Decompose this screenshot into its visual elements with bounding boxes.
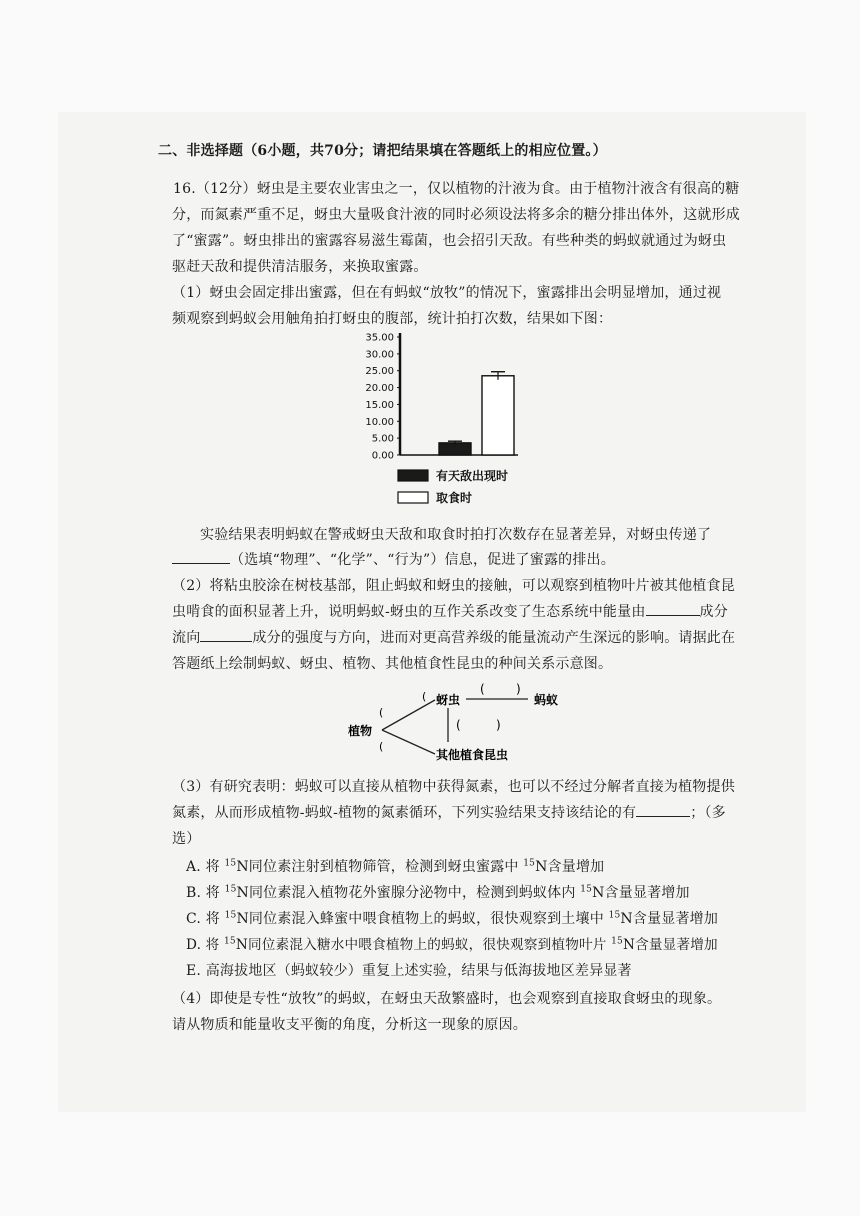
- part1-line-1: （1）蚜虫会固定排出蜜露，但在有蚂蚁“放牧”的情况下，蜜露排出会明显增加，通过视: [172, 285, 722, 301]
- option-b-post: N含量显著增加: [592, 885, 690, 901]
- y-tick-label: 5.00: [371, 433, 394, 445]
- bar-feeding: [482, 376, 514, 455]
- part3-line-2-suffix: ；（多: [690, 805, 726, 821]
- part3-line-2: [172, 804, 726, 822]
- diagram-other-insects-label: 其他植食昆虫: [436, 748, 509, 762]
- question-intro-line-3: 了“蜜露”。蚜虫排出的蜜露容易滋生霉菌，也会招引天敌。有些种类的蚂蚁就通过为蚜虫: [172, 233, 727, 249]
- plant-insects-line: [382, 730, 435, 754]
- answer-blank-energy-to[interactable]: [200, 629, 252, 642]
- option-d-pre: 将: [205, 937, 220, 953]
- intro-text-1: 蚜虫是主要农业害虫之一，仅以植物的汁液为食。由于植物汁液含有很高的糖: [256, 181, 740, 197]
- part3-line-2-prefix: 氮素，从而形成植物-蚂蚁-植物的氮素循环，下列实验结果支持该结论的有: [172, 805, 637, 821]
- y-tick-label: 35.00: [365, 332, 394, 344]
- y-tick-label: 0.00: [371, 450, 394, 462]
- diagram-paren-aphid-ant-open[interactable]: (: [480, 682, 485, 696]
- part1-line-2: 频观察到蚂蚁会用触角拍打蚜虫的腹部，统计拍打次数，结果如下图：: [172, 311, 613, 327]
- part2-line-2: [172, 603, 728, 621]
- option-b[interactable]: [186, 884, 690, 902]
- answer-blank-options[interactable]: [636, 804, 690, 817]
- y-tick-label: 25.00: [365, 366, 394, 378]
- option-d-label: D.: [186, 937, 202, 953]
- part1-result-line-1: 实验结果表明蚂蚁在警戒蚜虫天敌和取食时拍打次数存在显著差异，对蚜虫传递了: [200, 527, 712, 543]
- option-c-post: N含量显著增加: [620, 911, 719, 927]
- option-a[interactable]: [186, 858, 604, 876]
- option-d-isotope-sup-2: 15: [611, 936, 623, 947]
- option-b-mid: N同位素混入植物花外蜜腺分泌物中，检测到蚂蚁体内: [236, 885, 576, 901]
- diagram-paren-aphid-insects-close[interactable]: ): [496, 718, 501, 732]
- option-a-label: A.: [186, 859, 201, 875]
- option-b-label: B.: [186, 885, 202, 901]
- option-c-mid: N同位素混入蜂蜜中喂食植物上的蚂蚁，很快观察到土壤中: [236, 911, 604, 927]
- diagram-ant-label: 蚂蚁: [534, 693, 559, 707]
- species-relationship-diagram: [340, 680, 580, 762]
- option-c[interactable]: [186, 910, 718, 928]
- diagram-paren-aphid-insects-open[interactable]: (: [456, 718, 461, 732]
- option-c-isotope-sup-2: 15: [608, 910, 621, 921]
- part4-line-1: （4）即使是专性“放牧”的蚂蚁，在蚜虫天敌繁盛时，也会观察到直接取食蚜虫的现象。: [172, 991, 722, 1007]
- part2-line-2-prefix: 虫啃食的面积显著上升，说明蚂蚁-蚜虫的互作关系改变了生态系统中能量由: [172, 604, 646, 620]
- y-tick-label: 15.00: [365, 399, 394, 411]
- legend-swatch-feeding: [398, 492, 428, 503]
- diagram-aphid-label: 蚜虫: [436, 693, 461, 707]
- question-number: 16.（12分）: [173, 181, 257, 197]
- option-a-mid: N同位素注射到植物筛管，检测到蚜虫蜜露中: [236, 859, 519, 875]
- option-a-post: N含量增加: [535, 859, 605, 875]
- option-c-isotope-sup-1: 15: [224, 910, 237, 921]
- option-d-mid: N同位素混入糖水中喂食植物上的蚂蚁，很快观察到植物叶片: [235, 937, 607, 953]
- bar-natural-enemy: [439, 443, 471, 455]
- option-a-isotope-sup-2: 15: [523, 858, 536, 869]
- option-e[interactable]: [186, 962, 632, 980]
- y-tick-label: 20.00: [365, 383, 394, 395]
- part2-line-3: [172, 629, 735, 647]
- option-c-pre: 将: [205, 911, 220, 927]
- part1-result-line-2: [172, 551, 615, 569]
- diagram-paren-plant-upper: (: [379, 706, 384, 719]
- option-d-isotope-sup-1: 15: [224, 936, 236, 947]
- legend-swatch-natural-enemy: [398, 470, 428, 481]
- question-intro-line-2: 分，而氮素严重不足，蚜虫大量吸食汁液的同时必须设法将多余的糖分排出体外，这就形成: [172, 207, 740, 223]
- y-tick-label: 30.00: [365, 349, 394, 361]
- option-a-isotope-sup-1: 15: [224, 858, 237, 869]
- section-header: 二、非选择题（6小题，共70分；请把结果填在答题纸上的相应位置。）: [158, 143, 607, 159]
- part2-line-4: 答题纸上绘制蚂蚁、蚜虫、植物、其他植食性昆虫的种间关系示意图。: [172, 656, 613, 672]
- diagram-paren-plant-aphid: (: [422, 690, 427, 703]
- option-d-post: N含量显著增加: [622, 937, 718, 953]
- diagram-paren-plant-lower: (: [379, 740, 384, 753]
- part3-line-1: （3）有研究表明：蚂蚁可以直接从植物中获得氮素，也可以不经过分解者直接为植物提供: [172, 779, 735, 795]
- option-c-label: C.: [186, 911, 202, 927]
- question-intro-line-1: [173, 180, 740, 198]
- option-e-text: 高海拔地区（蚂蚁较少）重复上述实验，结果与低海拔地区差异显著: [205, 963, 632, 979]
- option-b-isotope-sup-1: 15: [224, 884, 237, 895]
- answer-blank-info-type[interactable]: [172, 551, 230, 564]
- answer-blank-energy-from[interactable]: [646, 603, 700, 616]
- question-intro-line-4: 驱赶天敌和提供清洁服务，来换取蜜露。: [172, 259, 428, 275]
- part2-line-1: （2）将粘虫胶涂在树枝基部，阻止蚂蚁和蚜虫的接触，可以观察到植物叶片被其他植食昆: [172, 578, 735, 594]
- legend-label-natural-enemy: 有天敌出现时: [436, 469, 509, 483]
- option-a-pre: 将: [205, 859, 220, 875]
- plant-aphid-line: [382, 700, 435, 730]
- option-b-isotope-sup-2: 15: [580, 884, 593, 895]
- part2-line-3-suffix: 成分的强度与方向，进而对更高营养级的能量流动产生深远的影响。请据此在: [252, 630, 736, 646]
- diagram-plant-label: 植物: [348, 724, 373, 738]
- option-d[interactable]: [186, 936, 718, 954]
- y-tick-label: 10.00: [365, 416, 394, 428]
- diagram-paren-aphid-ant-close[interactable]: ): [516, 682, 521, 696]
- option-b-pre: 将: [205, 885, 220, 901]
- part4-line-2: 请从物质和能量收支平衡的角度，分析这一现象的原因。: [172, 1017, 527, 1033]
- legend-label-feeding: 取食时: [436, 491, 473, 505]
- part2-line-3-prefix: 流向: [172, 630, 201, 646]
- bar-chart: [350, 325, 570, 515]
- option-e-label: E.: [186, 963, 202, 979]
- part3-line-3: 选）: [172, 831, 201, 847]
- part1-result-suffix: （选填“物理”、“化学”、“行为”）信息，促进了蜜露的排出。: [230, 552, 615, 568]
- part2-line-2-suffix: 成分: [699, 604, 728, 620]
